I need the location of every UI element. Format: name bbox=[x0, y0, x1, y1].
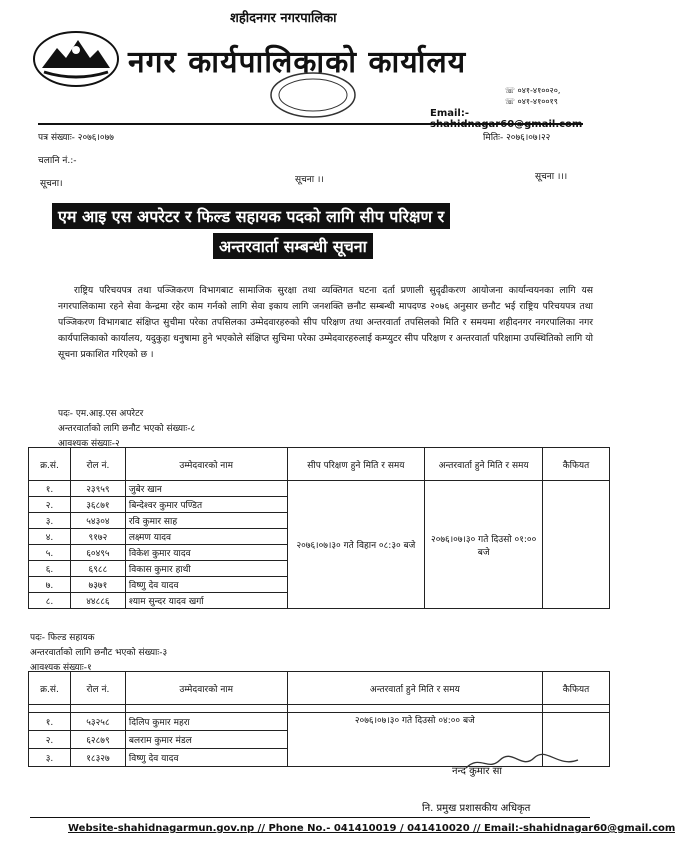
row-roll: ६०४९५ bbox=[70, 545, 125, 561]
skill-test-time: २०७६।०७।३० गते विहान ०८:३० बजे bbox=[287, 481, 425, 609]
municipality-name: शहीदनगर नगरपालिका bbox=[230, 11, 337, 26]
row-name: लक्ष्मण यादव bbox=[125, 529, 287, 545]
col-remarks: कैफियत bbox=[543, 672, 610, 705]
col-name: उम्मेदवारको नाम bbox=[125, 448, 287, 481]
row-roll: ७३७१ bbox=[70, 577, 125, 593]
notice-label-3: सूचना ।।। bbox=[535, 172, 568, 182]
notice-body: राष्ट्रिय परिचयपत्र तथा पञ्जिकरण विभागबाट सामाजिक सुरक्षा तथा व्यक्तिगत घटना दर्ता प्रणाली सुदृढीकरण आयोजना कार्यान्वयनका लागि यस नगरपालिकामा रहने सेवा केन्द्रमा रहेर काम गर्नको लागि सेवा इकाय लागि जनशक्ति छनौट सम्बन्धी मापदण्ड २०७६ अनुसार छनौट भई राष्ट्रिय परिचयपत्र तथा पञ्जिकरण विभागबाट संक्षिप्त सुचीमा परेका तपसिलका उम्मेदवारहरुको सीप परिक्षण तथा अन्तरवार्ता तपसिलको मिति र समयमा शहीदनगर नगरपालिका नगर कार्यपालिकाको कार्यालय, यदुकुहा धनुषामा हुने भएकोले संक्षिप्त सुचिमा परेका उम्मेदवारहरुलाई कम्प्युटर सीप परिक्षण र अन्तरवार्ता परिक्षामा उपस्थितिको लागि यो सूचना प्रकाशित गरिएको छ । bbox=[58, 285, 593, 360]
office-title: नगर कार्यपालिकाको कार्यालय bbox=[128, 45, 467, 80]
col-roll: रोल नं. bbox=[70, 448, 125, 481]
section1-shortlisted: अन्तरवार्ताको लागि छनौट भएको संख्याः-८ bbox=[58, 424, 196, 434]
col-sn: क्र.सं. bbox=[29, 448, 71, 481]
row-name: जुबेर खान bbox=[125, 481, 287, 497]
row-name: विष्णु देव यादव bbox=[125, 749, 287, 767]
table-row bbox=[29, 481, 610, 497]
col-roll: रोल नं. bbox=[70, 672, 125, 705]
col-name: उम्मेदवारको नाम bbox=[125, 672, 287, 705]
official-stamp bbox=[268, 70, 358, 120]
row-roll: १८३२७ bbox=[70, 749, 125, 767]
row-sn: ८. bbox=[29, 593, 71, 609]
table-row bbox=[29, 713, 610, 731]
row-name: रवि कुमार साह bbox=[125, 513, 287, 529]
row-roll: २३९५९ bbox=[70, 481, 125, 497]
header-rule bbox=[38, 123, 583, 125]
col-skill-test-time: सीप परिक्षण हुने मिति र समय bbox=[287, 448, 425, 481]
letter-date: मितिः- २०७६।०७।२२ bbox=[483, 133, 551, 143]
notice-title-line-1: एम आइ एस अपरेटर र फिल्ड सहायक पदको लागि सीप परिक्षण र bbox=[52, 203, 450, 229]
table-header-row bbox=[29, 672, 610, 705]
header-email: Email:-shahidnagar60@gmail.com bbox=[430, 108, 583, 130]
row-roll: ६९८८ bbox=[70, 561, 125, 577]
section1-required: आवश्यक संख्याः-२ bbox=[58, 439, 120, 449]
row-name: बलराम कुमार मंडल bbox=[125, 731, 287, 749]
notice-label-1: सूचना। bbox=[40, 179, 63, 189]
row-sn: ७. bbox=[29, 577, 71, 593]
row-name: दिलिप कुमार महरा bbox=[125, 713, 287, 731]
section1-table bbox=[28, 447, 610, 609]
row-sn: १. bbox=[29, 481, 71, 497]
dispatch-number: चलानि नं.:- bbox=[38, 156, 77, 166]
row-name: विष्णु देव यादव bbox=[125, 577, 287, 593]
row-name: बिन्देश्वर कुमार पण्डित bbox=[125, 497, 287, 513]
interview-time: २०७६।०७।३० गते दिउसो ०१:०० बजे bbox=[425, 481, 543, 609]
interview-time: २०७६।०७।३० गते दिउसो ०४:०० बजे bbox=[287, 713, 542, 767]
col-interview-time: अन्तरवार्ता हुने मिति र समय bbox=[425, 448, 543, 481]
row-name: श्याम सुन्दर यादव खर्गा bbox=[125, 593, 287, 609]
section1-post: पदः- एम.आइ.एस अपरेटर bbox=[58, 409, 144, 419]
row-sn: २. bbox=[29, 497, 71, 513]
row-sn: १. bbox=[29, 713, 71, 731]
row-roll: ४४८८६ bbox=[70, 593, 125, 609]
row-roll: ९१७२ bbox=[70, 529, 125, 545]
footer-rule bbox=[30, 817, 590, 818]
nepal-emblem-logo bbox=[32, 30, 120, 88]
table-header-row bbox=[29, 448, 610, 481]
row-roll: ३६८७१ bbox=[70, 497, 125, 513]
section2-shortlisted: अन्तरवार्ताको लागि छनौट भएको संख्याः-३ bbox=[30, 648, 168, 658]
table-spacer-row bbox=[29, 705, 610, 713]
phone-1: ☏ ०४१-४१००२०, bbox=[505, 86, 561, 95]
notice-label-2: सूचना ।। bbox=[295, 175, 324, 185]
col-sn: क्र.सं. bbox=[29, 672, 71, 705]
letter-number: पत्र संख्याः- २०७६।०७७ bbox=[38, 133, 114, 143]
phone-2: ☏ ०४१-४१००१९ bbox=[505, 97, 558, 106]
row-sn: ३. bbox=[29, 749, 71, 767]
row-sn: ६. bbox=[29, 561, 71, 577]
row-name: विकेश कुमार यादव bbox=[125, 545, 287, 561]
signatory-title: नि. प्रमुख प्रशासकीय अधिकृत bbox=[422, 803, 531, 814]
col-interview-time: अन्तरवार्ता हुने मिति र समय bbox=[287, 672, 542, 705]
row-roll: ६२८७९ bbox=[70, 731, 125, 749]
row-sn: ४. bbox=[29, 529, 71, 545]
row-sn: २. bbox=[29, 731, 71, 749]
row-roll: ५४३०४ bbox=[70, 513, 125, 529]
section2-post: पदः- फिल्ड सहायक bbox=[30, 633, 95, 643]
notice-title-line-2: अन्तरवार्ता सम्बन्धी सूचना bbox=[213, 233, 373, 259]
row-sn: ५. bbox=[29, 545, 71, 561]
row-name: विकास कुमार हाथी bbox=[125, 561, 287, 577]
section2-required: आवश्यक संख्याः-१ bbox=[30, 663, 92, 673]
remarks-cell bbox=[543, 481, 610, 609]
signatory-name: नन्द कुमार सा bbox=[452, 766, 502, 777]
row-roll: ५३२५८ bbox=[70, 713, 125, 731]
row-sn: ३. bbox=[29, 513, 71, 529]
col-remarks: कैफियत bbox=[543, 448, 610, 481]
footer-contact: Website-shahidnagarmun.gov.np // Phone No.- 041410019 / 041410020 // Email:-shahidnagar60@gmail.com bbox=[68, 823, 675, 834]
